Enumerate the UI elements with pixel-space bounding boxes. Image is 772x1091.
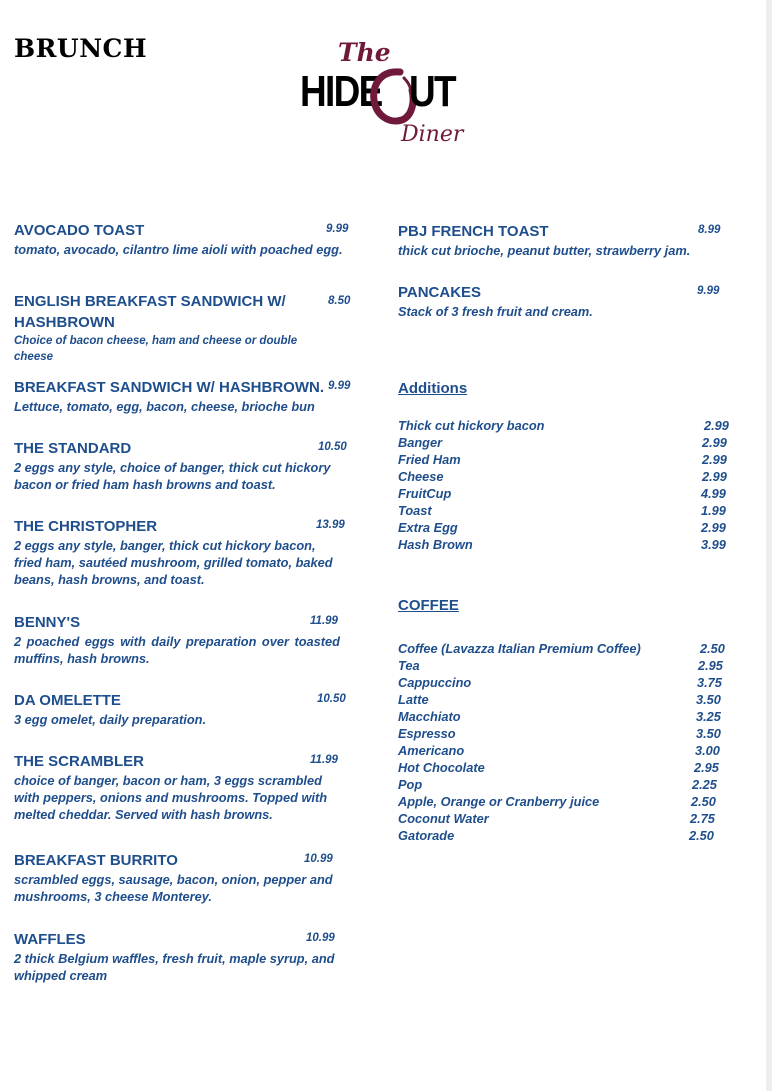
item-price: 10.99 bbox=[306, 932, 335, 944]
item-name: BREAKFAST SANDWICH W/ HASHBROWN. bbox=[14, 379, 324, 396]
logo-diner-text: Diner bbox=[401, 122, 464, 147]
list-item bbox=[398, 776, 730, 793]
item-description: thick cut brioche, peanut butter, strawberry jam. bbox=[398, 243, 691, 258]
additions-list bbox=[398, 417, 730, 553]
additions-heading: Additions bbox=[398, 380, 468, 397]
item-description: Choice of bacon cheese, ham and cheese or double cheese bbox=[14, 335, 298, 363]
item-label: Thick cut hickory bacon bbox=[398, 418, 545, 433]
list-item bbox=[398, 708, 730, 725]
list-item bbox=[398, 468, 730, 485]
item-price: 3.99 bbox=[701, 537, 726, 552]
item-label: Tea bbox=[398, 658, 420, 673]
item-description: Stack of 3 fresh fruit and cream. bbox=[398, 304, 593, 319]
item-price: 2.25 bbox=[692, 777, 717, 792]
menu-item-pancakes bbox=[398, 283, 724, 320]
item-name: WAFFLES bbox=[14, 931, 86, 948]
item-name: THE CHRISTOPHER bbox=[14, 518, 158, 535]
coffee-list bbox=[398, 640, 730, 844]
list-item bbox=[398, 810, 730, 827]
item-price: 9.99 bbox=[326, 223, 349, 235]
item-price: 3.25 bbox=[696, 709, 721, 724]
item-name: PANCAKES bbox=[398, 284, 482, 301]
item-label: Pop bbox=[398, 777, 423, 792]
item-price: 10.50 bbox=[318, 441, 347, 453]
item-price: 11.99 bbox=[310, 754, 338, 766]
item-price: 2.99 bbox=[704, 418, 729, 433]
list-item bbox=[398, 640, 730, 657]
item-price: 2.95 bbox=[694, 760, 719, 775]
item-label: Apple, Orange or Cranberry juice bbox=[398, 794, 600, 809]
item-price: 9.99 bbox=[697, 285, 720, 297]
logo-the-text: The bbox=[338, 38, 391, 67]
item-price: 3.00 bbox=[695, 743, 720, 758]
logo-ut-text: UT bbox=[409, 67, 455, 116]
list-item bbox=[398, 742, 730, 759]
coffee-heading: COFFEE bbox=[398, 597, 459, 614]
item-price: 8.99 bbox=[698, 224, 721, 236]
page-edge bbox=[766, 0, 772, 1091]
item-label: Hot Chocolate bbox=[398, 760, 485, 775]
list-item bbox=[398, 451, 730, 468]
item-name: THE STANDARD bbox=[14, 440, 132, 457]
item-price: 9.99 bbox=[328, 380, 351, 392]
item-label: Extra Egg bbox=[398, 520, 458, 535]
item-description: scrambled eggs, sausage, bacon, onion, pepper and mushrooms, 3 cheese Monterey. bbox=[14, 872, 333, 904]
item-price: 2.99 bbox=[701, 520, 726, 535]
menu-item-the-standard bbox=[14, 439, 354, 493]
logo-hide-text: HIDE bbox=[300, 67, 382, 116]
item-price: 1.99 bbox=[701, 503, 726, 518]
item-price: 2.99 bbox=[702, 469, 727, 484]
item-label: Coconut Water bbox=[398, 811, 489, 826]
item-price: 4.99 bbox=[701, 486, 726, 501]
item-price: 2.99 bbox=[702, 435, 727, 450]
menu-item-pbj-french-toast bbox=[398, 222, 724, 259]
list-item bbox=[398, 691, 730, 708]
item-price: 2.50 bbox=[689, 828, 714, 843]
menu-item-the-christopher bbox=[14, 517, 354, 588]
item-name: DA OMELETTE bbox=[14, 692, 121, 709]
list-item bbox=[398, 827, 730, 844]
item-label: Gatorade bbox=[398, 828, 455, 843]
menu-item-the-scrambler bbox=[14, 752, 354, 823]
item-description: 2 eggs any style, banger, thick cut hickory bacon, fried ham, sautéed mushroom, grilled tomato, baked beans, hash browns, and toast. bbox=[14, 538, 333, 587]
item-label: Cheese bbox=[398, 469, 444, 484]
hideout-diner-logo bbox=[298, 38, 464, 155]
item-price: 8.50 bbox=[328, 295, 351, 307]
item-name: AVOCADO TOAST bbox=[14, 222, 145, 239]
item-description: choice of banger, bacon or ham, 3 eggs scrambled with peppers, onions and mushrooms. Topped with melted cheddar. Served with hash browns. bbox=[14, 773, 328, 822]
list-item bbox=[398, 674, 730, 691]
item-label: Banger bbox=[398, 435, 443, 450]
item-label: Coffee (Lavazza Italian Premium Coffee) bbox=[398, 641, 641, 656]
menu-item-english-breakfast-sandwich bbox=[14, 291, 354, 365]
menu-item-avocado-toast bbox=[14, 221, 354, 258]
item-label: Toast bbox=[398, 503, 432, 518]
item-label: Hash Brown bbox=[398, 537, 473, 552]
item-name: PBJ FRENCH TOAST bbox=[398, 223, 549, 240]
item-price: 3.50 bbox=[696, 692, 721, 707]
item-price: 2.50 bbox=[700, 641, 725, 656]
menu-item-da-omelette bbox=[14, 691, 354, 728]
item-price: 10.99 bbox=[304, 853, 333, 865]
item-label: FruitCup bbox=[398, 486, 452, 501]
item-price: 11.99 bbox=[310, 615, 338, 627]
item-name: ENGLISH BREAKFAST SANDWICH W/ HASHBROWN bbox=[14, 293, 286, 331]
menu-item-waffles bbox=[14, 930, 354, 984]
item-name: BENNY'S bbox=[14, 614, 81, 631]
item-price: 2.99 bbox=[702, 452, 727, 467]
item-name: BREAKFAST BURRITO bbox=[14, 852, 178, 869]
item-label: Cappuccino bbox=[398, 675, 472, 690]
list-item bbox=[398, 536, 730, 553]
item-description: 2 eggs any style, choice of banger, thick cut hickory bacon or fried ham hash browns and toast. bbox=[14, 460, 331, 492]
page-title: BRUNCH bbox=[14, 34, 148, 63]
item-description: 3 egg omelet, daily preparation. bbox=[14, 712, 207, 727]
item-label: Latte bbox=[398, 692, 429, 707]
item-label: Macchiato bbox=[398, 709, 461, 724]
item-label: Americano bbox=[398, 743, 465, 758]
item-description: Lettuce, tomato, egg, bacon, cheese, brioche bun bbox=[14, 399, 315, 414]
list-item bbox=[398, 657, 730, 674]
list-item bbox=[398, 793, 730, 810]
item-price: 2.75 bbox=[690, 811, 715, 826]
item-description: tomato, avocado, cilantro lime aioli with poached egg. bbox=[14, 242, 343, 257]
list-item bbox=[398, 485, 730, 502]
list-item bbox=[398, 725, 730, 742]
item-price: 3.50 bbox=[696, 726, 721, 741]
item-label: Espresso bbox=[398, 726, 456, 741]
menu-item-breakfast-sandwich bbox=[14, 378, 354, 415]
list-item bbox=[398, 417, 730, 434]
list-item bbox=[398, 434, 730, 451]
menu-item-breakfast-burrito bbox=[14, 851, 354, 905]
item-price: 2.50 bbox=[691, 794, 716, 809]
item-description: 2 thick Belgium waffles, fresh fruit, maple syrup, and whipped cream bbox=[14, 951, 335, 983]
item-price: 13.99 bbox=[316, 519, 345, 531]
item-price: 10.50 bbox=[317, 693, 346, 705]
item-price: 2.95 bbox=[698, 658, 723, 673]
menu-item-bennys bbox=[14, 613, 354, 667]
list-item bbox=[398, 519, 730, 536]
item-description: 2 poached eggs with daily preparation over toasted muffins, hash browns. bbox=[14, 634, 340, 666]
list-item bbox=[398, 502, 730, 519]
item-name: THE SCRAMBLER bbox=[14, 753, 144, 770]
item-price: 3.75 bbox=[697, 675, 722, 690]
list-item bbox=[398, 759, 730, 776]
item-label: Fried Ham bbox=[398, 452, 461, 467]
